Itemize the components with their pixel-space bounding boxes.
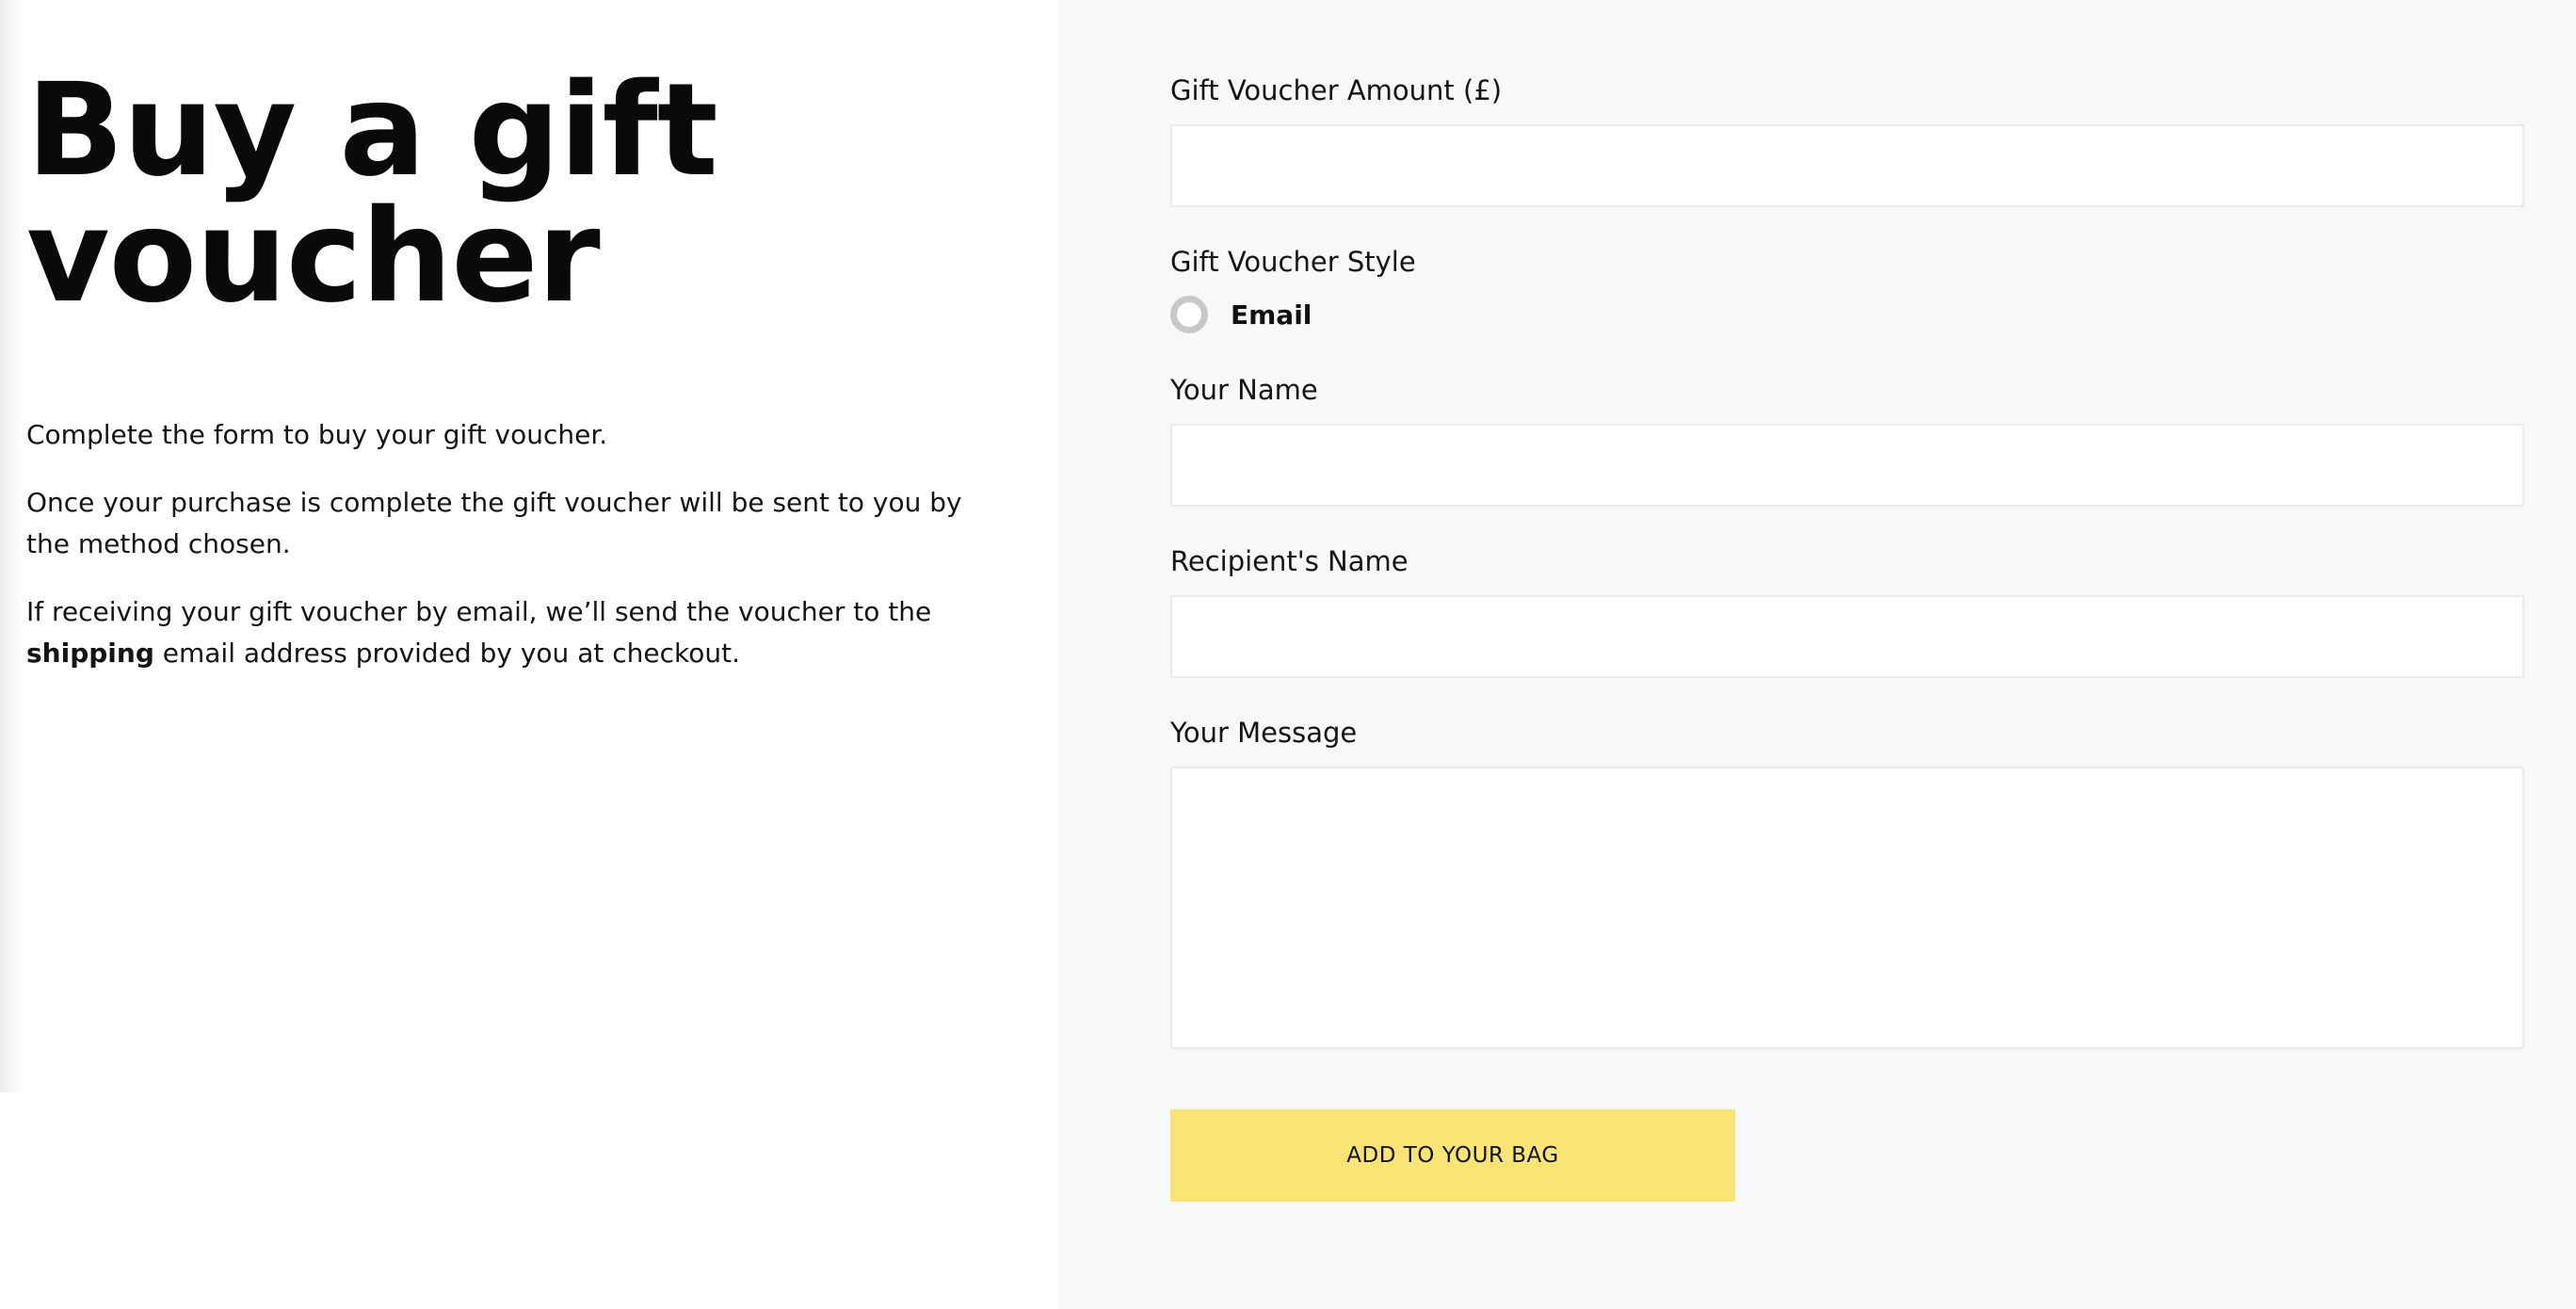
amount-input[interactable] [1170,124,2524,207]
message-group [1170,714,2524,1049]
recipient-group [1170,542,2524,678]
your-name-group [1170,371,2524,507]
intro-paragraph-2: Once your purchase is complete the gift voucher will be sent to you by the method chosen. [26,487,962,559]
style-group [1170,243,2524,335]
recipient-label: Recipient's Name [1170,545,1409,577]
email-radio[interactable] [1170,296,1208,333]
intro-paragraph-3-start: If receiving your gift voucher by email, we’ll send the voucher to the [26,596,932,627]
intro-paragraph-3-end: email address provided by you at checkout. [153,638,740,669]
amount-group [1170,72,2524,207]
your-name-input[interactable] [1170,424,2524,507]
intro-content [26,57,987,701]
intro-panel [0,0,1058,1309]
amount-label: Gift Voucher Amount (£) [1170,74,1503,106]
gift-voucher-form [1170,72,2524,1202]
edge-shadow [0,0,24,1092]
email-radio-label[interactable]: Email [1231,299,1312,331]
style-option-email[interactable] [1170,294,2524,335]
message-textarea[interactable] [1170,767,2524,1049]
intro-paragraph-3 [26,591,987,674]
intro-paragraph-1: Complete the form to buy your gift voucher. [26,419,608,450]
style-label: Gift Voucher Style [1170,246,1416,278]
your-name-label: Your Name [1170,374,1318,406]
intro-text [26,414,987,674]
voucher-form-panel [1058,0,2576,1309]
add-to-bag-button[interactable]: ADD TO YOUR BAG [1170,1109,1735,1202]
recipient-input[interactable] [1170,595,2524,678]
shipping-emphasis: shipping [26,638,154,669]
page-title: Buy a gift voucher [26,57,717,331]
message-label: Your Message [1170,717,1358,749]
